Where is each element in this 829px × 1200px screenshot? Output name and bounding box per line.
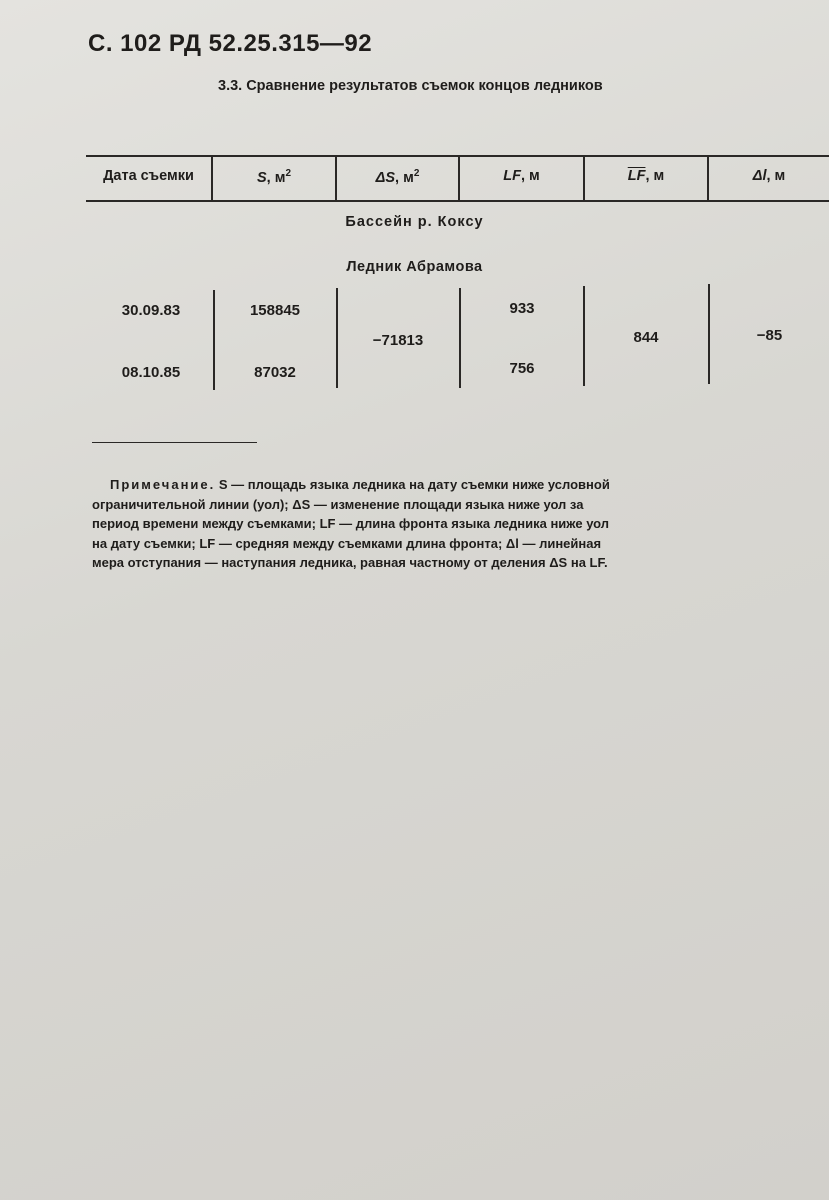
mean-front-length-value: 844: [633, 329, 659, 346]
row1-front-length: 933: [509, 300, 535, 317]
area-change-value: −71813: [372, 332, 424, 349]
row2-front-length: 756: [509, 360, 535, 377]
row2-date: 08.10.85: [121, 364, 181, 381]
linear-retreat-value: −85: [756, 327, 783, 344]
footnote-line: [92, 475, 829, 495]
row2-area: 87032: [254, 364, 296, 381]
col-header-area-change: ΔS, $м^2$: [375, 168, 420, 186]
footnote-line: период времени между съемками; LF — длина фронта языка ледника ниже уол: [92, 516, 609, 531]
footnote-line: на дату съемки; LF — средняя между съемками длина фронта; Δl — линейная: [92, 535, 602, 551]
footnote: [92, 475, 829, 573]
basin-heading: Бассейн р. Коксу: [345, 214, 484, 230]
footnote-label: Примечание.: [110, 477, 216, 492]
page-header: С. 102 РД 52.25.315—92: [88, 30, 373, 57]
table-title: 3.3. Сравнение результатов съемок концов ледников: [218, 78, 603, 94]
body-divider: [459, 288, 461, 388]
footnote-line: мера отступания — наступания ледника, равная частному от деления ΔS на LF.: [92, 555, 608, 570]
glacier-heading: Ледник Абрамова: [346, 259, 483, 275]
row1-area: 158845: [249, 302, 301, 319]
col-header-mean-front-length: $\overline{LF}$, м: [627, 168, 665, 184]
footnote-rule: [92, 442, 257, 443]
col-header-area: S, $м^2$: [256, 168, 292, 186]
col-header-linear-retreat: Δl, м: [752, 168, 786, 184]
col-header-date: Дата съемки: [103, 168, 194, 184]
row1-date: 30.09.83: [121, 302, 181, 319]
footnote-line: ограничительной линии (уол); ΔS — изменение площади языка ниже уол за: [92, 496, 584, 512]
body-divider: [213, 290, 215, 390]
body-divider: [583, 286, 585, 386]
footnote-text: S — площадь языка ледника на дату съемки ниже условной: [218, 477, 610, 492]
col-header-front-length: LF, м: [503, 168, 540, 184]
